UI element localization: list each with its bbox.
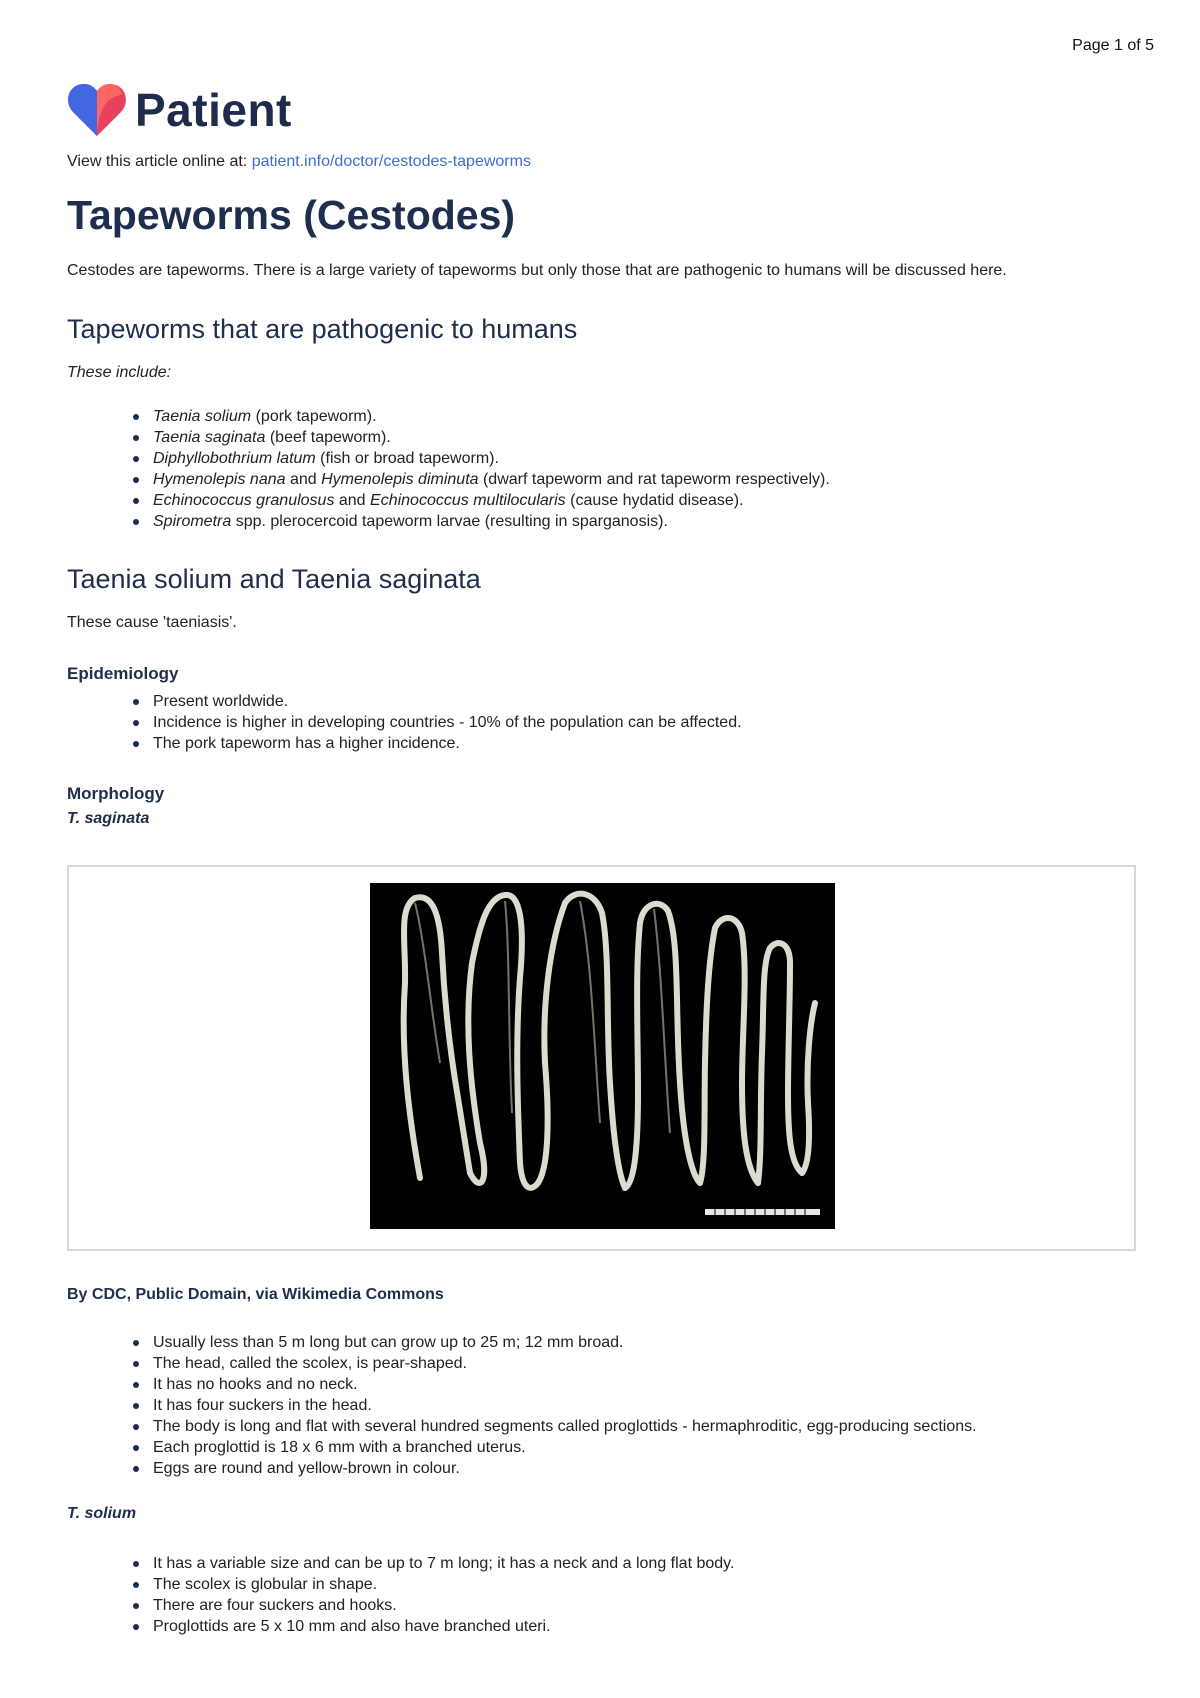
page-title: Tapeworms (Cestodes): [67, 192, 516, 238]
list-item: It has no hooks and no neck.: [133, 1374, 977, 1395]
list-item: The body is long and flat with several hundred segments called proglottids - hermaphroditic, egg-producing sections.: [133, 1416, 977, 1437]
view-online-prefix: View this article online at:: [67, 153, 252, 170]
epidemiology-list: [133, 691, 742, 754]
list-item: There are four suckers and hooks.: [133, 1595, 734, 1616]
logo-wordmark: Patient: [135, 84, 292, 136]
section-heading-pathogenic: Tapeworms that are pathogenic to humans: [67, 314, 578, 344]
article-url-link[interactable]: patient.info/doctor/cestodes-tapeworms: [251, 153, 531, 170]
subheading-t-saginata: T. saginata: [67, 810, 150, 827]
subheading-epidemiology: Epidemiology: [67, 664, 179, 683]
section-lead-these-include: These include:: [67, 364, 172, 381]
section-lead-taeniasis: These cause 'taeniasis'.: [67, 614, 237, 631]
list-item: It has four suckers in the head.: [133, 1395, 977, 1416]
list-item: Proglottids are 5 x 10 mm and also have branched uteri.: [133, 1616, 734, 1637]
list-item: Echinococcus granulosus and Echinococcus multilocularis (cause hydatid disease).: [133, 490, 830, 511]
list-item: Incidence is higher in developing countries - 10% of the population can be affected.: [133, 712, 742, 733]
pathogenic-tapeworm-list: [133, 406, 830, 532]
list-item: Each proglottid is 18 x 6 mm with a branched uterus.: [133, 1437, 977, 1458]
list-item: Taenia saginata (beef tapeworm).: [133, 427, 830, 448]
list-item: Usually less than 5 m long but can grow up to 25 m; 12 mm broad.: [133, 1332, 977, 1353]
section-heading-taenia: Taenia solium and Taenia saginata: [67, 564, 481, 594]
list-item: Diphyllobothrium latum (fish or broad tapeworm).: [133, 448, 830, 469]
subheading-t-solium: T. solium: [67, 1505, 137, 1522]
tapeworm-photo-graphic: [370, 883, 835, 1229]
list-item: Hymenolepis nana and Hymenolepis diminuta (dwarf tapeworm and rat tapeworm respectively).: [133, 469, 830, 490]
list-item: The scolex is globular in shape.: [133, 1574, 734, 1595]
view-online-line: [67, 153, 531, 171]
list-item: Taenia solium (pork tapeworm).: [133, 406, 830, 427]
list-item: Eggs are round and yellow-brown in colour.: [133, 1458, 977, 1479]
patient-logo[interactable]: [67, 82, 292, 138]
list-item: The pork tapeworm has a higher incidence.: [133, 733, 742, 754]
subheading-morphology: Morphology: [67, 784, 165, 803]
t-solium-list: [133, 1553, 734, 1637]
image-credit: By CDC, Public Domain, via Wikimedia Commons: [67, 1286, 444, 1303]
intro-paragraph: Cestodes are tapeworms. There is a large variety of tapeworms but only those that are pathogenic to humans will be discussed here.: [67, 262, 1007, 279]
tapeworm-photo: [370, 883, 835, 1229]
list-item: It has a variable size and can be up to 7 m long; it has a neck and a long flat body.: [133, 1553, 734, 1574]
t-saginata-list: [133, 1332, 977, 1479]
list-item: Present worldwide.: [133, 691, 742, 712]
page-number: Page 1 of 5: [1072, 37, 1154, 54]
patient-heart-logo-icon: [67, 82, 127, 138]
list-item: The head, called the scolex, is pear-shaped.: [133, 1353, 977, 1374]
list-item: Spirometra spp. plerocercoid tapeworm larvae (resulting in sparganosis).: [133, 511, 830, 532]
